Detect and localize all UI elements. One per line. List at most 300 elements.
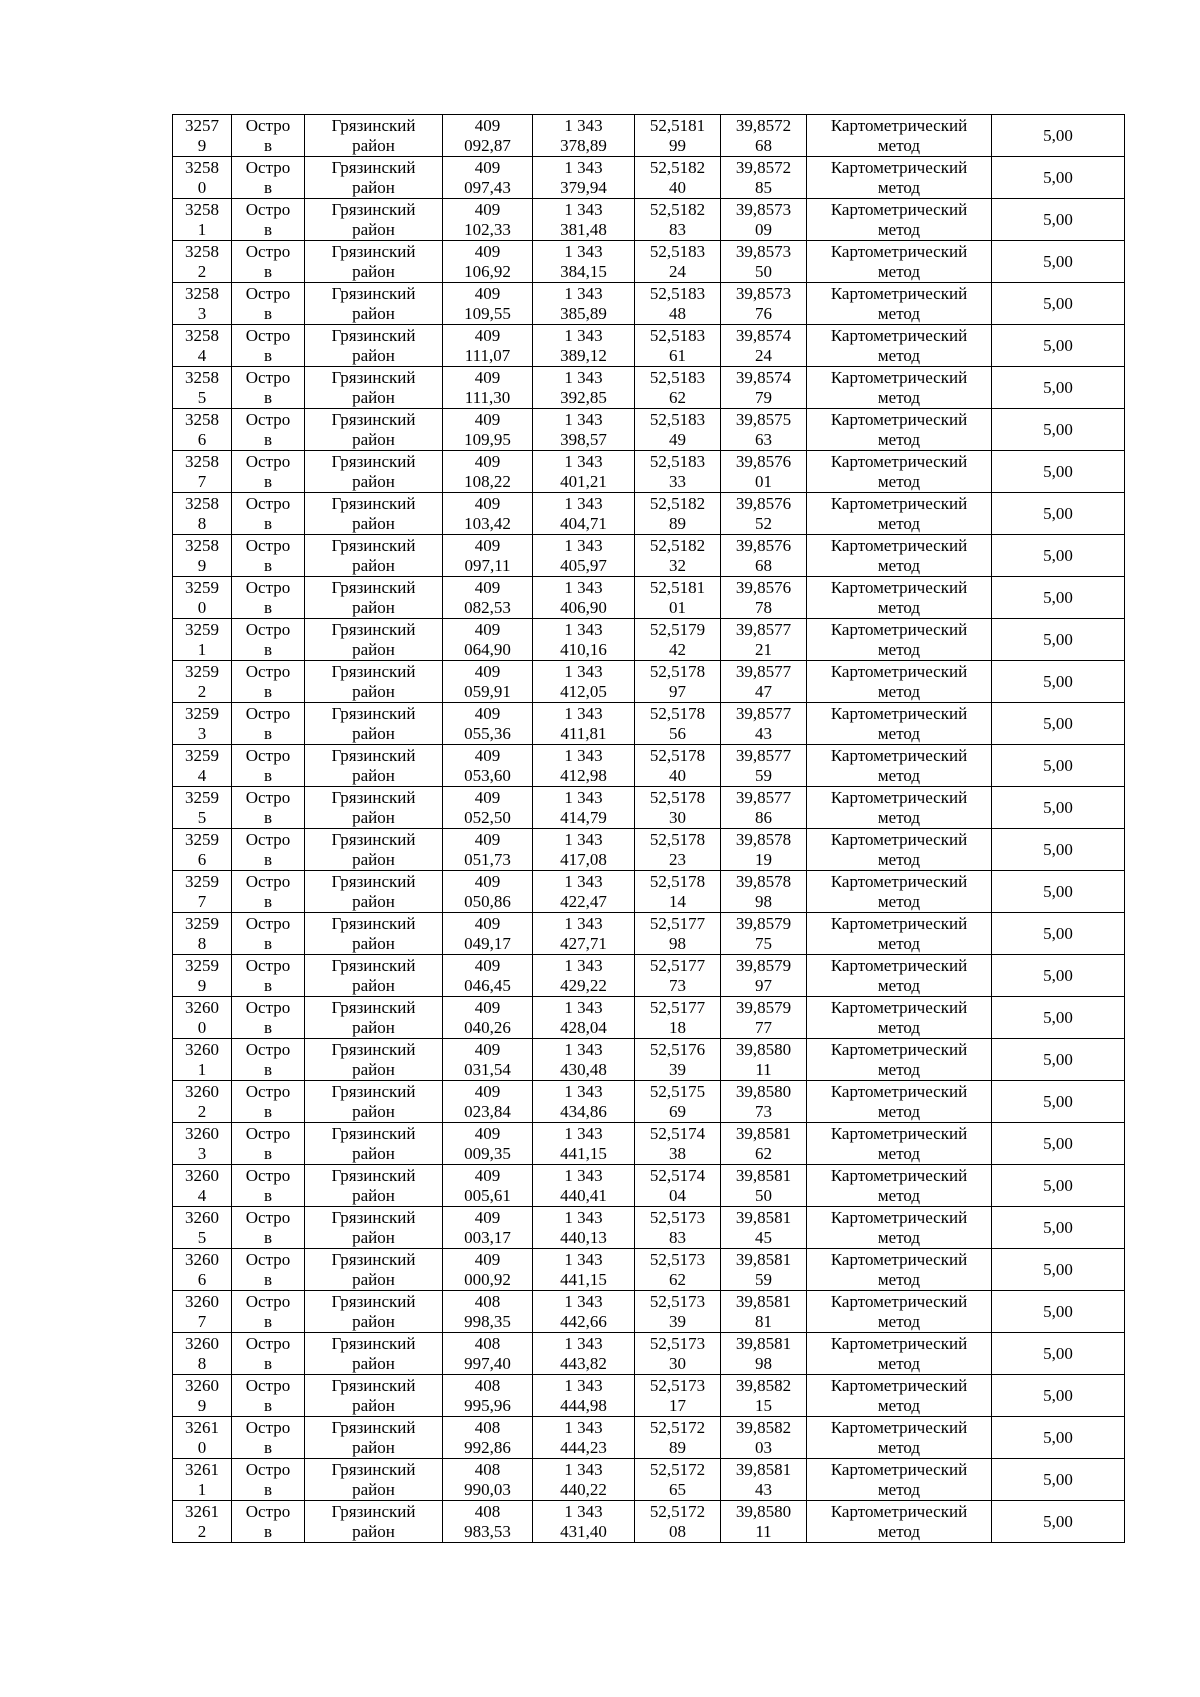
point-number-line: 3259 (185, 913, 219, 933)
coord-y-line: 429,22 (560, 975, 607, 995)
longitude-cell (721, 1207, 807, 1249)
coord-y-line: 444,98 (560, 1395, 607, 1415)
point-number-line: 2 (197, 261, 207, 281)
longitude-line: 79 (755, 387, 772, 407)
longitude-cell (721, 157, 807, 199)
coord-x-line: 109,95 (464, 429, 511, 449)
method-line: метод (877, 1353, 921, 1373)
district-cell (305, 829, 443, 871)
longitude-line: 11 (755, 1521, 772, 1541)
latitude-cell (635, 157, 721, 199)
district-cell (305, 955, 443, 997)
object-type-line: Остро (245, 997, 291, 1017)
district-cell (305, 787, 443, 829)
district-line: район (352, 345, 395, 365)
method-line: Картометрический (830, 451, 968, 471)
method-line: Картометрический (830, 661, 968, 681)
longitude-cell (721, 871, 807, 913)
coord-x-line: 082,53 (464, 597, 511, 617)
latitude-cell (635, 325, 721, 367)
object-type-cell (232, 241, 305, 283)
coord-y-line: 1 343 (564, 1375, 603, 1395)
accuracy-cell (992, 367, 1125, 409)
longitude-line: 39,8581 (735, 1459, 792, 1479)
coord-x-cell (443, 1333, 533, 1375)
latitude-cell (635, 1459, 721, 1501)
coord-y-line: 1 343 (564, 493, 603, 513)
coord-y-line: 1 343 (564, 703, 603, 723)
object-type-line: Остро (245, 619, 291, 639)
coord-y-cell (533, 451, 635, 493)
coord-y-line: 379,94 (560, 177, 607, 197)
longitude-line: 39,8581 (735, 1207, 792, 1227)
table-row (173, 493, 1125, 535)
longitude-line: 39,8577 (735, 661, 792, 681)
point-number-line: 4 (197, 345, 207, 365)
method-line: метод (877, 471, 921, 491)
coord-x-line: 409 (474, 367, 501, 387)
coord-x-cell (443, 409, 533, 451)
table-row (173, 1039, 1125, 1081)
latitude-cell (635, 115, 721, 157)
point-number-line: 3260 (185, 1375, 219, 1395)
latitude-line: 52,5173 (649, 1375, 706, 1395)
object-type-line: Остро (245, 1459, 291, 1479)
object-type-cell (232, 787, 305, 829)
coord-x-line: 409 (474, 493, 501, 513)
latitude-line: 62 (669, 387, 686, 407)
latitude-line: 42 (669, 639, 686, 659)
point-number-line: 6 (197, 429, 207, 449)
object-type-line: Остро (245, 1249, 291, 1269)
coord-x-cell (443, 1123, 533, 1165)
method-line: метод (877, 1521, 921, 1541)
coord-y-line: 1 343 (564, 1501, 603, 1521)
coord-y-line: 422,47 (560, 891, 607, 911)
coord-x-cell (443, 1291, 533, 1333)
object-type-cell (232, 997, 305, 1039)
district-line: Грязинский (331, 955, 416, 975)
district-cell (305, 115, 443, 157)
accuracy-line: 5,00 (1043, 377, 1073, 397)
point-number-line: 3261 (185, 1501, 219, 1521)
object-type-line: в (263, 1521, 273, 1541)
method-line: Картометрический (830, 1249, 968, 1269)
coord-y-cell (533, 1375, 635, 1417)
object-type-line: в (263, 135, 273, 155)
district-line: район (352, 1143, 395, 1163)
method-line: метод (877, 261, 921, 281)
latitude-line: 56 (669, 723, 686, 743)
object-type-line: в (263, 1101, 273, 1121)
accuracy-line: 5,00 (1043, 1301, 1073, 1321)
object-type-cell (232, 493, 305, 535)
latitude-line: 52,5183 (649, 241, 706, 261)
object-type-line: в (263, 1185, 273, 1205)
point-number-line: 5 (197, 807, 207, 827)
longitude-line: 43 (755, 723, 772, 743)
longitude-line: 39,8576 (735, 577, 792, 597)
method-line: метод (877, 1185, 921, 1205)
method-line: Картометрический (830, 241, 968, 261)
coord-x-cell (443, 199, 533, 241)
object-type-cell (232, 1459, 305, 1501)
method-cell (807, 1165, 992, 1207)
longitude-line: 39,8582 (735, 1417, 792, 1437)
point-number-line: 3259 (185, 829, 219, 849)
accuracy-line: 5,00 (1043, 251, 1073, 271)
point-number-cell (173, 1207, 232, 1249)
method-cell (807, 157, 992, 199)
district-line: район (352, 681, 395, 701)
accuracy-line: 5,00 (1043, 1469, 1073, 1489)
coord-x-cell (443, 1249, 533, 1291)
coord-y-cell (533, 493, 635, 535)
object-type-line: в (263, 1479, 273, 1499)
coord-y-line: 1 343 (564, 661, 603, 681)
coord-x-cell (443, 955, 533, 997)
latitude-line: 49 (669, 429, 686, 449)
district-line: Грязинский (331, 115, 416, 135)
table-row (173, 577, 1125, 619)
object-type-line: в (263, 597, 273, 617)
point-number-line: 3258 (185, 241, 219, 261)
latitude-cell (635, 619, 721, 661)
coord-y-cell (533, 409, 635, 451)
coord-y-line: 1 343 (564, 535, 603, 555)
object-type-line: Остро (245, 1501, 291, 1521)
accuracy-cell (992, 661, 1125, 703)
coord-y-cell (533, 1165, 635, 1207)
coord-y-line: 1 343 (564, 913, 603, 933)
district-cell (305, 913, 443, 955)
object-type-line: в (263, 1353, 273, 1373)
coord-y-line: 1 343 (564, 1249, 603, 1269)
latitude-line: 52,5174 (649, 1123, 706, 1143)
district-line: Грязинский (331, 619, 416, 639)
method-line: метод (877, 1017, 921, 1037)
method-line: Картометрический (830, 1123, 968, 1143)
latitude-line: 32 (669, 555, 686, 575)
coord-y-line: 440,22 (560, 1479, 607, 1499)
point-number-line: 8 (197, 933, 207, 953)
district-cell (305, 367, 443, 409)
method-line: Картометрический (830, 367, 968, 387)
point-number-line: 0 (197, 1017, 207, 1037)
latitude-line: 39 (669, 1311, 686, 1331)
point-number-line: 5 (197, 1227, 207, 1247)
latitude-cell (635, 829, 721, 871)
method-cell (807, 1039, 992, 1081)
object-type-line: в (263, 1311, 273, 1331)
point-number-line: 3260 (185, 1249, 219, 1269)
object-type-cell (232, 1207, 305, 1249)
table-row (173, 1207, 1125, 1249)
object-type-line: в (263, 849, 273, 869)
method-line: Картометрический (830, 1039, 968, 1059)
object-type-line: Остро (245, 577, 291, 597)
longitude-line: 39,8579 (735, 913, 792, 933)
object-type-line: в (263, 639, 273, 659)
table-row (173, 325, 1125, 367)
table-row (173, 997, 1125, 1039)
latitude-line: 62 (669, 1269, 686, 1289)
coord-x-cell (443, 451, 533, 493)
district-line: Грязинский (331, 1459, 416, 1479)
point-number-line: 3260 (185, 1165, 219, 1185)
accuracy-line: 5,00 (1043, 335, 1073, 355)
object-type-line: в (263, 387, 273, 407)
method-line: Картометрический (830, 703, 968, 723)
method-line: Картометрический (830, 199, 968, 219)
coord-y-line: 1 343 (564, 367, 603, 387)
latitude-line: 52,5173 (649, 1333, 706, 1353)
table-row (173, 199, 1125, 241)
district-line: район (352, 261, 395, 281)
point-number-cell (173, 1333, 232, 1375)
longitude-line: 85 (755, 177, 772, 197)
coord-y-line: 392,85 (560, 387, 607, 407)
longitude-cell (721, 619, 807, 661)
coord-y-line: 405,97 (560, 555, 607, 575)
district-line: район (352, 891, 395, 911)
table-row (173, 1165, 1125, 1207)
point-number-line: 3259 (185, 745, 219, 765)
accuracy-cell (992, 157, 1125, 199)
point-number-line: 3 (197, 1143, 207, 1163)
table-row (173, 745, 1125, 787)
longitude-line: 39,8572 (735, 115, 792, 135)
district-line: Грязинский (331, 1501, 416, 1521)
coord-y-cell (533, 913, 635, 955)
latitude-cell (635, 199, 721, 241)
district-line: Грязинский (331, 325, 416, 345)
method-line: метод (877, 1101, 921, 1121)
district-cell (305, 451, 443, 493)
longitude-line: 39,8576 (735, 451, 792, 471)
coord-x-line: 046,45 (464, 975, 511, 995)
accuracy-line: 5,00 (1043, 797, 1073, 817)
district-line: район (352, 1227, 395, 1247)
point-number-line: 3260 (185, 1123, 219, 1143)
coord-x-line: 097,11 (464, 555, 511, 575)
accuracy-cell (992, 913, 1125, 955)
latitude-cell (635, 1123, 721, 1165)
coord-y-line: 1 343 (564, 451, 603, 471)
coord-y-line: 1 343 (564, 199, 603, 219)
latitude-line: 52,5173 (649, 1207, 706, 1227)
latitude-line: 17 (669, 1395, 686, 1415)
accuracy-cell (992, 1501, 1125, 1543)
object-type-line: Остро (245, 1039, 291, 1059)
latitude-line: 40 (669, 765, 686, 785)
method-line: Картометрический (830, 157, 968, 177)
longitude-line: 62 (755, 1143, 772, 1163)
latitude-cell (635, 367, 721, 409)
coord-x-line: 995,96 (464, 1395, 511, 1415)
district-line: Грязинский (331, 997, 416, 1017)
object-type-line: в (263, 1059, 273, 1079)
coord-x-line: 092,87 (464, 135, 511, 155)
longitude-cell (721, 661, 807, 703)
point-number-line: 8 (197, 1353, 207, 1373)
district-line: район (352, 1479, 395, 1499)
method-cell (807, 283, 992, 325)
table-row (173, 913, 1125, 955)
object-type-line: в (263, 681, 273, 701)
coord-y-line: 398,57 (560, 429, 607, 449)
accuracy-line: 5,00 (1043, 713, 1073, 733)
coord-x-cell (443, 661, 533, 703)
method-line: Картометрический (830, 829, 968, 849)
accuracy-cell (992, 871, 1125, 913)
coord-x-cell (443, 1501, 533, 1543)
method-line: метод (877, 975, 921, 995)
accuracy-line: 5,00 (1043, 125, 1073, 145)
point-number-cell (173, 451, 232, 493)
object-type-cell (232, 409, 305, 451)
longitude-cell (721, 241, 807, 283)
latitude-line: 33 (669, 471, 686, 491)
method-line: метод (877, 177, 921, 197)
method-line: метод (877, 135, 921, 155)
method-line: Картометрический (830, 619, 968, 639)
longitude-line: 39,8573 (735, 283, 792, 303)
latitude-line: 89 (669, 513, 686, 533)
longitude-line: 73 (755, 1101, 772, 1121)
point-number-cell (173, 535, 232, 577)
longitude-line: 39,8577 (735, 745, 792, 765)
table-row (173, 871, 1125, 913)
method-line: метод (877, 387, 921, 407)
method-line: Картометрический (830, 1207, 968, 1227)
coord-y-line: 378,89 (560, 135, 607, 155)
longitude-cell (721, 1249, 807, 1291)
longitude-cell (721, 745, 807, 787)
longitude-line: 39,8578 (735, 871, 792, 891)
coord-x-line: 000,92 (464, 1269, 511, 1289)
coord-x-cell (443, 913, 533, 955)
coord-y-line: 1 343 (564, 619, 603, 639)
latitude-cell (635, 997, 721, 1039)
latitude-line: 65 (669, 1479, 686, 1499)
longitude-line: 43 (755, 1479, 772, 1499)
point-number-line: 3260 (185, 1039, 219, 1059)
district-cell (305, 1081, 443, 1123)
point-number-line: 3261 (185, 1459, 219, 1479)
method-line: метод (877, 1143, 921, 1163)
point-number-line: 3258 (185, 199, 219, 219)
district-line: Грязинский (331, 745, 416, 765)
coord-x-cell (443, 367, 533, 409)
coord-y-line: 412,05 (560, 681, 607, 701)
table-row (173, 1249, 1125, 1291)
method-line: Картометрический (830, 1165, 968, 1185)
coord-x-line: 408 (474, 1501, 501, 1521)
coord-x-line: 005,61 (464, 1185, 511, 1205)
coord-y-cell (533, 1333, 635, 1375)
coord-y-cell (533, 1039, 635, 1081)
coord-y-line: 1 343 (564, 787, 603, 807)
latitude-line: 52,5177 (649, 913, 706, 933)
district-line: район (352, 219, 395, 239)
point-number-line: 7 (197, 891, 207, 911)
latitude-line: 52,5179 (649, 619, 706, 639)
district-line: Грязинский (331, 1333, 416, 1353)
coord-x-line: 031,54 (464, 1059, 511, 1079)
object-type-line: в (263, 1395, 273, 1415)
longitude-cell (721, 955, 807, 997)
longitude-line: 39,8578 (735, 829, 792, 849)
coord-y-cell (533, 787, 635, 829)
method-cell (807, 1333, 992, 1375)
latitude-line: 52,5182 (649, 535, 706, 555)
longitude-line: 97 (755, 975, 772, 995)
coord-x-line: 409 (474, 1039, 501, 1059)
longitude-line: 45 (755, 1227, 772, 1247)
method-cell (807, 1375, 992, 1417)
method-line: метод (877, 597, 921, 617)
coord-y-line: 1 343 (564, 577, 603, 597)
point-number-cell (173, 1501, 232, 1543)
coord-x-line: 059,91 (464, 681, 511, 701)
district-line: Грязинский (331, 1291, 416, 1311)
method-line: метод (877, 303, 921, 323)
method-line: Картометрический (830, 577, 968, 597)
method-cell (807, 661, 992, 703)
method-cell (807, 199, 992, 241)
longitude-cell (721, 451, 807, 493)
district-cell (305, 703, 443, 745)
table-row (173, 1501, 1125, 1543)
district-line: Грязинский (331, 787, 416, 807)
method-line: метод (877, 219, 921, 239)
longitude-line: 75 (755, 933, 772, 953)
coord-x-cell (443, 493, 533, 535)
district-cell (305, 325, 443, 367)
coord-x-line: 053,60 (464, 765, 511, 785)
coord-y-cell (533, 745, 635, 787)
method-cell (807, 997, 992, 1039)
district-line: район (352, 513, 395, 533)
point-number-cell (173, 1039, 232, 1081)
coord-x-line: 409 (474, 955, 501, 975)
coord-x-line: 111,30 (464, 387, 511, 407)
longitude-cell (721, 703, 807, 745)
coord-y-line: 406,90 (560, 597, 607, 617)
latitude-cell (635, 1207, 721, 1249)
accuracy-cell (992, 1207, 1125, 1249)
coord-x-line: 097,43 (464, 177, 511, 197)
longitude-line: 24 (755, 345, 772, 365)
latitude-line: 52,5178 (649, 871, 706, 891)
accuracy-cell (992, 1165, 1125, 1207)
longitude-cell (721, 1123, 807, 1165)
coord-x-line: 023,84 (464, 1101, 511, 1121)
object-type-line: в (263, 513, 273, 533)
district-line: Грязинский (331, 199, 416, 219)
longitude-cell (721, 535, 807, 577)
method-cell (807, 409, 992, 451)
table-row (173, 157, 1125, 199)
table-row (173, 619, 1125, 661)
object-type-line: Остро (245, 199, 291, 219)
table-row (173, 283, 1125, 325)
district-cell (305, 1165, 443, 1207)
object-type-cell (232, 1123, 305, 1165)
longitude-line: 59 (755, 765, 772, 785)
longitude-line: 50 (755, 1185, 772, 1205)
